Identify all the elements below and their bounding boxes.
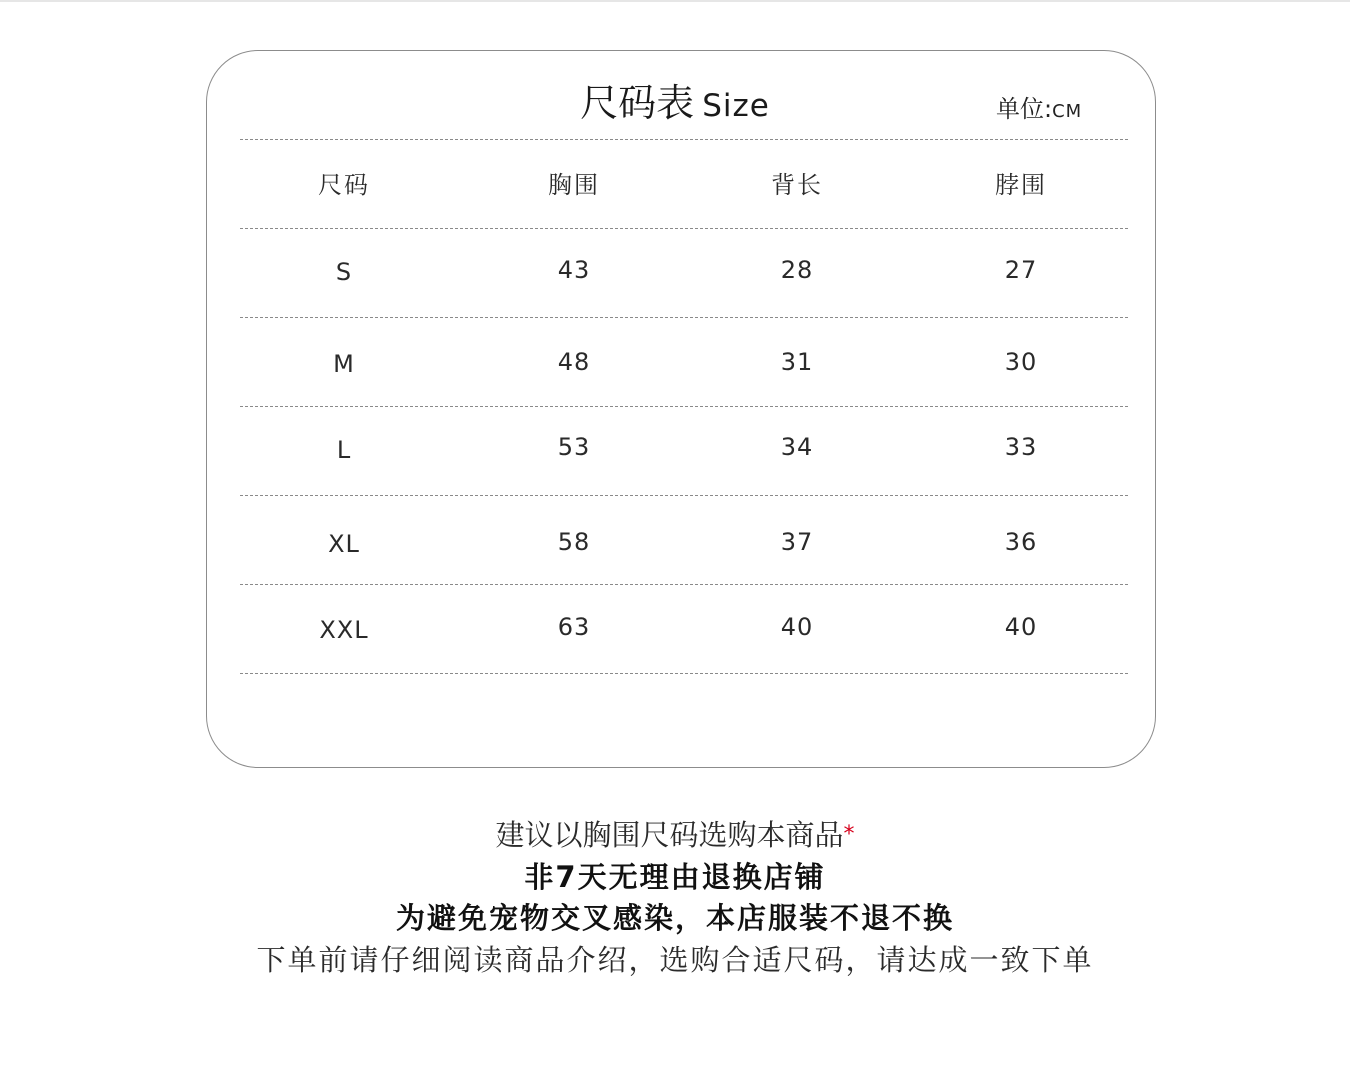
cell-chest: 63 (557, 613, 591, 641)
cell-neck: 36 (1004, 528, 1038, 556)
cell-neck: 27 (1004, 256, 1038, 284)
header-back-length: 背长 (771, 171, 823, 199)
row-divider (240, 495, 1128, 496)
header-neck: 脖围 (995, 171, 1047, 199)
cell-back-length: 28 (780, 256, 814, 284)
cell-neck: 30 (1004, 348, 1038, 376)
cell-chest: 43 (557, 256, 591, 284)
note-recommendation-text: 建议以胸围尺码选购本商品 (495, 818, 844, 852)
cell-chest: 48 (557, 348, 591, 376)
chart-title-cn: 尺码表 (580, 81, 695, 125)
size-chart-card (206, 50, 1156, 768)
unit-value: CM (1052, 101, 1083, 122)
row-divider (240, 228, 1128, 229)
asterisk-mark: * (843, 822, 855, 847)
cell-chest: 53 (557, 433, 591, 461)
row-divider (240, 673, 1128, 674)
cell-size: M (333, 350, 355, 378)
cell-back-length: 31 (780, 348, 814, 376)
top-divider (0, 0, 1350, 2)
unit-label-text: 单位: (996, 95, 1053, 123)
cell-neck: 40 (1004, 613, 1038, 641)
chart-title (0, 78, 1350, 131)
cell-back-length: 40 (780, 613, 814, 641)
chart-title-en: Size (702, 88, 770, 124)
cell-neck: 33 (1004, 433, 1038, 461)
note-read-before-order: 下单前请仔细阅读商品介绍，选购合适尺码，请达成一致下单 (256, 943, 1094, 977)
row-divider (240, 139, 1128, 140)
row-divider (240, 406, 1128, 407)
row-divider (240, 584, 1128, 585)
header-chest: 胸围 (548, 171, 600, 199)
note-infection-policy: 为避免宠物交叉感染，本店服装不退不换 (395, 901, 954, 935)
cell-chest: 58 (557, 528, 591, 556)
cell-back-length: 37 (780, 528, 814, 556)
cell-size: S (335, 258, 353, 286)
note-recommendation (0, 814, 1350, 856)
header-size: 尺码 (318, 171, 370, 199)
row-divider (240, 317, 1128, 318)
cell-size: XXL (319, 616, 369, 644)
unit-label (996, 92, 1082, 129)
cell-size: L (336, 436, 352, 464)
cell-size: XL (328, 530, 360, 558)
cell-back-length: 34 (780, 433, 814, 461)
note-no-return-policy: 非7天无理由退换店铺 (524, 860, 826, 894)
